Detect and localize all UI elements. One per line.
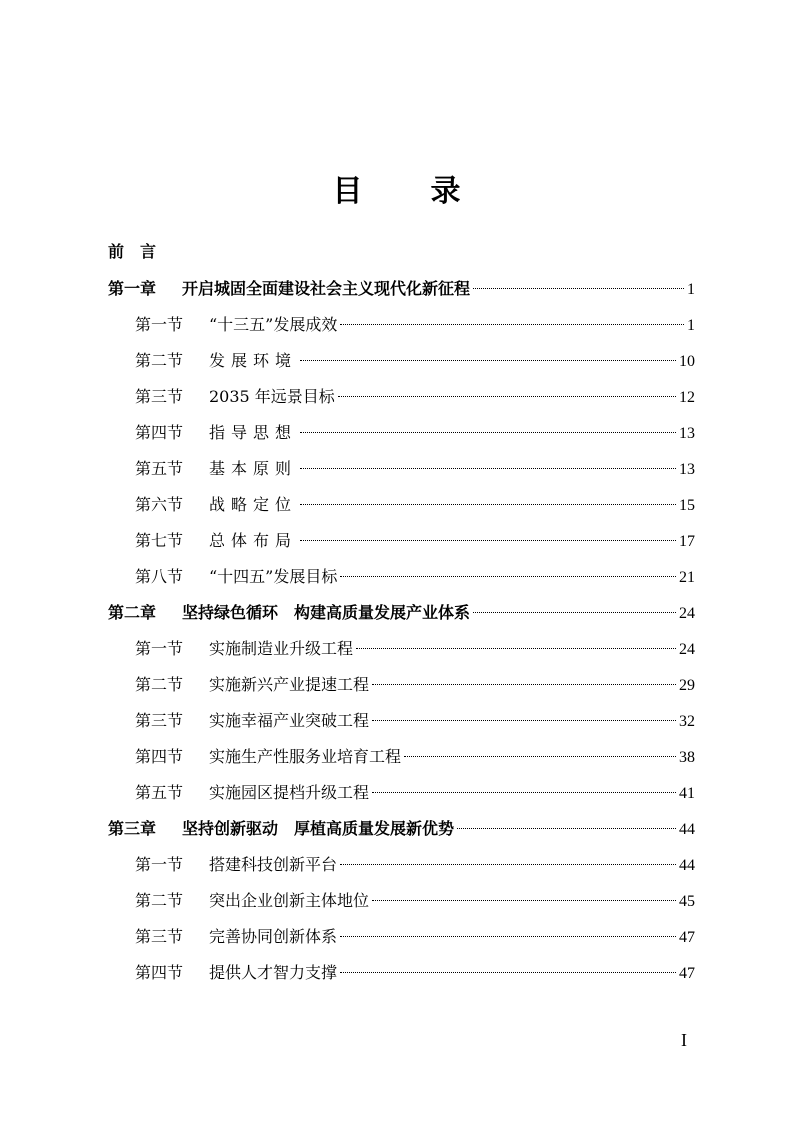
toc-entry-page: 47 <box>679 965 695 982</box>
toc-entry-page: 47 <box>679 929 695 946</box>
toc-entry-heading: 实施制造业升级工程 <box>209 639 354 658</box>
toc-entry-heading: 基本原则 <box>209 459 298 478</box>
toc-entry-label: 第八节 <box>135 567 184 586</box>
toc-entry-page: 45 <box>679 893 695 910</box>
toc-entry-heading: “十三五”发展成效 <box>209 315 338 334</box>
toc-entry-page: 1 <box>687 281 695 298</box>
toc-entry-label: 第二节 <box>135 675 184 694</box>
toc-entry-preface[interactable] <box>108 238 695 266</box>
toc-entry-page: 12 <box>679 389 695 406</box>
toc-entry-heading: 搭建科技创新平台 <box>209 855 338 874</box>
dot-leader <box>372 900 676 901</box>
toc-entry-section[interactable] <box>135 455 695 483</box>
toc-entry-section[interactable] <box>135 743 695 771</box>
toc-entry-label: 第三章 <box>108 819 157 838</box>
toc-entry-heading: 实施新兴产业提速工程 <box>209 675 370 694</box>
toc-entry-label: 第二节 <box>135 891 184 910</box>
toc-entry-section[interactable] <box>135 707 695 735</box>
toc-entry-label: 第三节 <box>135 711 184 730</box>
toc-entry-section[interactable] <box>135 887 695 915</box>
toc-entry-page: 1 <box>687 317 695 334</box>
dot-leader <box>372 792 676 793</box>
toc-entry-page: 29 <box>679 677 695 694</box>
toc-entry-heading: 战略定位 <box>209 495 298 514</box>
dot-leader <box>340 936 676 937</box>
toc-entry-chapter[interactable] <box>108 599 695 627</box>
dot-leader <box>457 828 676 829</box>
dot-leader <box>404 756 676 757</box>
toc-entry-section[interactable] <box>135 635 695 663</box>
toc-entry-page: 44 <box>679 821 695 838</box>
toc-entry-page: 32 <box>679 713 695 730</box>
toc-entry-label: 第二节 <box>135 351 184 370</box>
dot-leader <box>372 684 676 685</box>
dot-leader <box>340 324 684 325</box>
toc-title-char-1: 目 <box>332 174 363 209</box>
toc-entry-page: 24 <box>679 605 695 622</box>
toc-entry-heading: 2035 年远景目标 <box>209 387 335 406</box>
dot-leader <box>300 432 676 433</box>
toc-entry-section[interactable] <box>135 671 695 699</box>
toc-entry-section[interactable] <box>135 959 695 987</box>
toc-entry-label: 第一节 <box>135 855 184 874</box>
toc-entry-heading: 开启城固全面建设社会主义现代化新征程 <box>182 279 471 298</box>
toc-entry-heading: 坚持创新驱动 厚植高质量发展新优势 <box>182 819 455 838</box>
toc-entry-page: 24 <box>679 641 695 658</box>
toc-entry-section[interactable] <box>135 419 695 447</box>
toc-entry-page: 13 <box>679 425 695 442</box>
dot-leader <box>356 648 676 649</box>
dot-leader <box>372 720 676 721</box>
toc-entry-section[interactable] <box>135 779 695 807</box>
toc-entry-heading: 指导思想 <box>209 423 298 442</box>
toc-preface-label: 前 言 <box>108 242 157 261</box>
toc-entry-chapter[interactable] <box>108 815 695 843</box>
toc-entry-label: 第七节 <box>135 531 184 550</box>
toc-entry-chapter[interactable] <box>108 275 695 303</box>
toc-entry-section[interactable] <box>135 563 695 591</box>
toc-entry-section[interactable] <box>135 311 695 339</box>
toc-entry-label: 第五节 <box>135 783 184 802</box>
toc-entry-page: 10 <box>679 353 695 370</box>
toc-entry-page: 41 <box>679 785 695 802</box>
toc-entry-page: 13 <box>679 461 695 478</box>
toc-entry-section[interactable] <box>135 527 695 555</box>
toc-entry-heading: 总体布局 <box>209 531 298 550</box>
toc-entry-label: 第三节 <box>135 387 184 406</box>
toc-entry-label: 第三节 <box>135 927 184 946</box>
toc-entry-label: 第五节 <box>135 459 184 478</box>
toc-entry-label: 第一章 <box>108 279 157 298</box>
dot-leader <box>340 972 676 973</box>
dot-leader <box>300 360 676 361</box>
toc-entry-label: 第四节 <box>135 423 184 442</box>
toc-entry-page: 38 <box>679 749 695 766</box>
toc-entry-heading: 实施园区提档升级工程 <box>209 783 370 802</box>
dot-leader <box>473 612 676 613</box>
toc-entry-page: 15 <box>679 497 695 514</box>
toc-entry-heading: 发展环境 <box>209 351 298 370</box>
dot-leader <box>300 540 676 541</box>
toc-entry-heading: 提供人才智力支撑 <box>209 963 338 982</box>
dot-leader <box>340 864 676 865</box>
toc-entry-heading: 突出企业创新主体地位 <box>209 891 370 910</box>
toc-entry-heading: 坚持绿色循环 构建高质量发展产业体系 <box>182 603 471 622</box>
toc-entry-label: 第一节 <box>135 315 184 334</box>
toc-entry-section[interactable] <box>135 491 695 519</box>
toc-entry-section[interactable] <box>135 851 695 879</box>
dot-leader <box>473 288 684 289</box>
page-number-roman: I <box>681 1030 687 1050</box>
toc-entry-page: 21 <box>679 569 695 586</box>
dot-leader <box>300 504 676 505</box>
toc-entry-heading: 实施幸福产业突破工程 <box>209 711 370 730</box>
toc-entry-page: 17 <box>679 533 695 550</box>
toc-entry-label: 第四节 <box>135 963 184 982</box>
toc-entry-section[interactable] <box>135 347 695 375</box>
toc-entry-section[interactable] <box>135 923 695 951</box>
toc-entry-page: 44 <box>679 857 695 874</box>
dot-leader <box>340 576 676 577</box>
toc-entry-section[interactable] <box>135 383 695 411</box>
toc-entry-heading: 实施生产性服务业培育工程 <box>209 747 402 766</box>
toc-entry-label: 第四节 <box>135 747 184 766</box>
dot-leader <box>338 396 676 397</box>
toc-title-char-2: 录 <box>430 174 461 209</box>
toc-entry-label: 第二章 <box>108 603 157 622</box>
dot-leader <box>300 468 676 469</box>
toc-entry-label: 第一节 <box>135 639 184 658</box>
toc-entry-heading: “十四五”发展目标 <box>209 567 338 586</box>
toc-entry-heading: 完善协同创新体系 <box>209 927 338 946</box>
toc-entry-label: 第六节 <box>135 495 184 514</box>
